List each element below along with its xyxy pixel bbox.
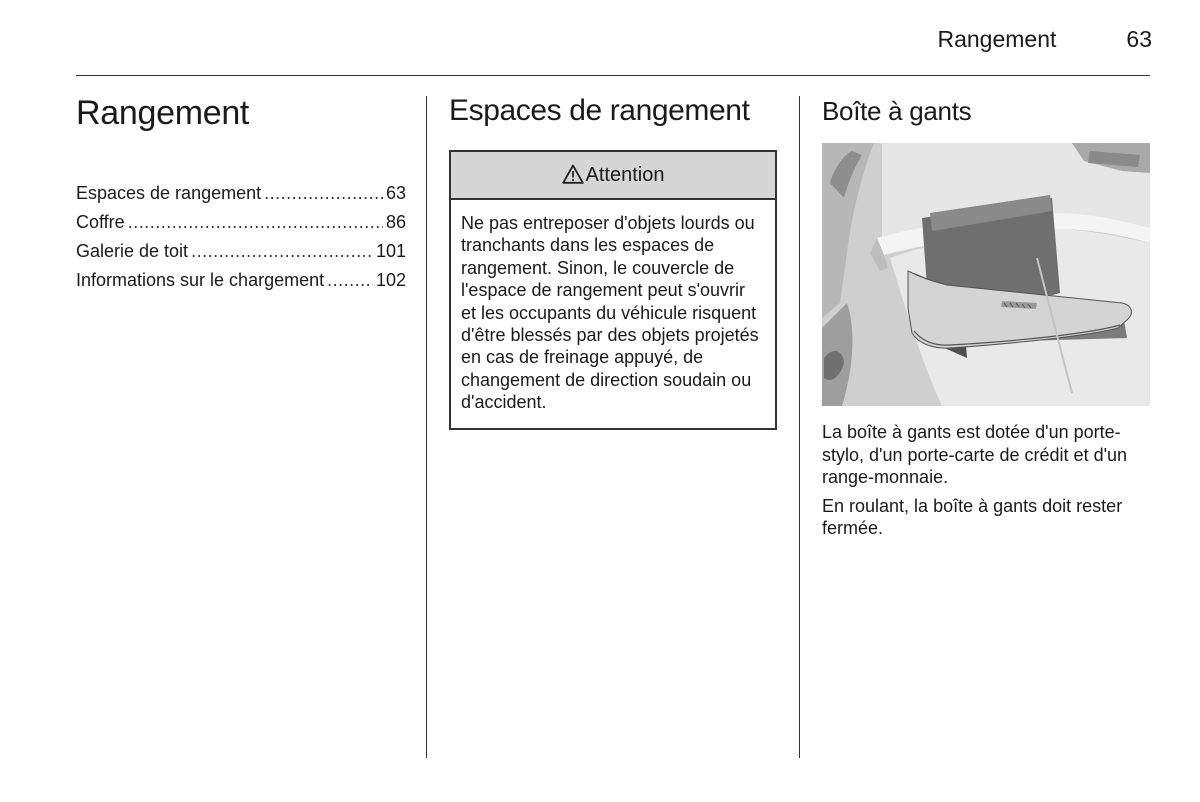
column-divider-left (426, 96, 427, 758)
toc-dot-leader (264, 183, 383, 204)
toc-dot-leader (128, 212, 383, 233)
page-number: 63 (1126, 26, 1152, 52)
column-divider-right (799, 96, 800, 758)
section-title: Espaces de rangement (449, 94, 750, 127)
toc-entry[interactable] (76, 241, 406, 270)
table-of-contents (76, 183, 406, 299)
toc-entry[interactable] (76, 212, 406, 241)
toc-entry-label: Espaces de rangement (76, 183, 262, 203)
left-column (76, 92, 406, 299)
header-rule (76, 75, 1150, 76)
warning-header (451, 152, 775, 200)
toc-entry[interactable] (76, 270, 406, 299)
running-header (937, 26, 1152, 53)
middle-column (449, 92, 777, 430)
glovebox-illustration (822, 143, 1150, 406)
toc-dot-leader (191, 241, 373, 262)
toc-entry-page: 102 (375, 270, 406, 290)
header-section-title: Rangement (937, 26, 1057, 52)
toc-entry[interactable] (76, 183, 406, 212)
body-paragraph: En roulant, la boîte à gants doit rester fermée. (822, 495, 1123, 538)
toc-entry-page: 63 (385, 183, 406, 203)
warning-triangle-icon (562, 164, 584, 184)
chapter-title: Rangement (76, 94, 250, 132)
toc-entry-label: Informations sur le chargement (76, 270, 325, 290)
warning-box (449, 150, 777, 430)
toc-entry-page: 101 (375, 241, 406, 261)
toc-entry-page: 86 (385, 212, 406, 232)
body-paragraph: La boîte à gants est dotée d'un porte-stylo, d'un porte-carte de crédit et d'un range-monnaie. (822, 422, 1128, 487)
warning-title: Attention (585, 163, 665, 186)
subsection-title: Boîte à gants (822, 96, 972, 126)
toc-entry-label: Coffre (76, 212, 125, 232)
toc-dot-leader (327, 270, 373, 291)
toc-entry-label: Galerie de toit (76, 241, 189, 261)
right-column (822, 92, 1152, 540)
warning-text: Ne pas entreposer d'objets lourds ou tranchants dans les espaces de rangement. Sinon, le couvercle de l'espace de rangement peut s'ouvrir et les occupants du véhicule risquent d'être blessés par des objets projetés en cas de freinage appuyé, de changement de direction soudain ou d'accident. (461, 213, 759, 413)
